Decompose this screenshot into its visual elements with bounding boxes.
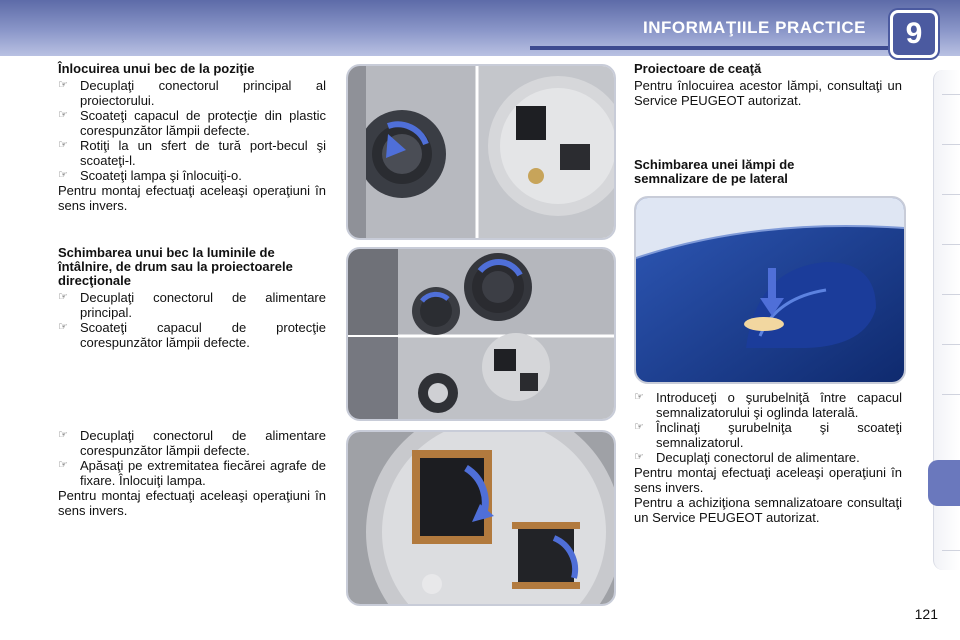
photo-side-repeater xyxy=(634,196,906,384)
section-title: Proiectoare de ceaţă xyxy=(634,61,762,76)
photo-position-lamp xyxy=(346,64,616,240)
tab-divider xyxy=(942,194,960,195)
left-column-section3 xyxy=(58,428,326,518)
photo-lamp-clip xyxy=(346,430,616,606)
list-item: ☞ Înclinaţi şurubelniţa şi scoateţi semnalizatorul. xyxy=(634,420,902,450)
page-header xyxy=(0,0,960,56)
tab-divider xyxy=(942,550,960,551)
tab-divider xyxy=(942,94,960,95)
list-item: ☞ Decuplaţi conectorul de alimentare corespunzător lămpii defecte. xyxy=(58,428,326,458)
list-item: ☞ Introduceţi o şurubelniţă între capacul semnalizatorului şi oglinda laterală. xyxy=(634,390,902,420)
list-item: ☞ Scoateţi lampa şi înlocuiţi-o. xyxy=(58,168,242,183)
left-column xyxy=(58,62,326,213)
chapter-badge: 9 xyxy=(890,10,938,58)
section-title: Înlocuirea unui bec de la poziţie xyxy=(58,61,255,76)
page-number: 121 xyxy=(914,606,938,622)
right-column-section2 xyxy=(634,158,902,188)
tab-divider xyxy=(942,294,960,295)
right-column-section2-list xyxy=(634,390,902,525)
list-item: ☞ Decuplaţi conectorul de alimentare. xyxy=(634,450,860,465)
section-title: Schimbarea unei lămpi de semnalizare de pe lateral xyxy=(634,157,795,186)
pointing-hand-icon: ☞ xyxy=(634,391,644,403)
list-item: ☞ Apăsaţi pe extremitatea fiecărei agrafe de fixare. Înlocuiţi lampa. xyxy=(58,458,326,488)
pointing-hand-icon: ☞ xyxy=(634,421,644,433)
pointing-hand-icon: ☞ xyxy=(634,451,644,463)
pointing-hand-icon: ☞ xyxy=(58,139,68,151)
closing-text: Pentru montaj efectuaţi aceleaşi operaţiuni în sens invers. xyxy=(58,488,326,518)
photo-main-beam-illustration xyxy=(348,249,614,419)
tab-divider xyxy=(942,344,960,345)
right-column xyxy=(634,62,902,108)
photo-position-lamp-illustration xyxy=(348,66,614,238)
list-item: ☞ Decuplaţi conectorul principal al proiectorului. xyxy=(58,78,326,108)
pointing-hand-icon: ☞ xyxy=(58,459,68,471)
pointing-hand-icon: ☞ xyxy=(58,169,68,181)
closing-text: Pentru montaj efectuaţi aceleaşi operaţiuni în sens invers. xyxy=(58,183,326,213)
section-text: Pentru înlocuirea acestor lămpi, consultaţi un Service PEUGEOT autorizat. xyxy=(634,78,902,108)
photo-lamp-clip-illustration xyxy=(348,432,614,604)
header-title: INFORMAŢIILE PRACTICE xyxy=(643,18,866,37)
pointing-hand-icon: ☞ xyxy=(58,79,68,91)
list-item: ☞ Rotiţi la un sfert de tură port-becul şi scoateţi-l. xyxy=(58,138,326,168)
tab-divider xyxy=(942,394,960,395)
tab-divider xyxy=(942,244,960,245)
header-rule xyxy=(530,46,890,50)
photo-main-beam xyxy=(346,247,616,421)
pointing-hand-icon: ☞ xyxy=(58,429,68,441)
list-item: ☞ Decuplaţi conectorul de alimentare principal. xyxy=(58,290,326,320)
left-column-section2 xyxy=(58,246,326,350)
list-item: ☞ Scoateţi capacul de protecţie corespunzător lămpii defecte. xyxy=(58,320,326,350)
pointing-hand-icon: ☞ xyxy=(58,109,68,121)
pointing-hand-icon: ☞ xyxy=(58,291,68,303)
list-item: ☞ Scoateţi capacul de protecţie din plastic corespunzător lămpii defecte. xyxy=(58,108,326,138)
closing-text: Pentru a achiziţiona semnalizatoare consultaţi un Service PEUGEOT autorizat. xyxy=(634,495,902,525)
chapter-tab-active[interactable] xyxy=(928,460,960,506)
photo-side-repeater-illustration xyxy=(636,198,904,382)
tab-divider xyxy=(942,144,960,145)
closing-text: Pentru montaj efectuaţi aceleaşi operaţiuni în sens invers. xyxy=(634,465,902,495)
section-title: Schimbarea unui bec la luminile de întâlnire, de drum sau la proiectoarele direcţionale xyxy=(58,245,293,288)
pointing-hand-icon: ☞ xyxy=(58,321,68,333)
